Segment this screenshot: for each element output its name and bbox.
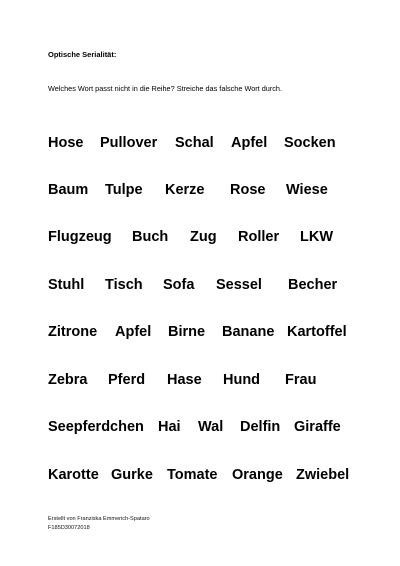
- word[interactable]: Sessel: [216, 277, 262, 293]
- word[interactable]: Gurke: [111, 467, 153, 483]
- word[interactable]: Becher: [288, 277, 338, 293]
- word-row: [48, 419, 368, 439]
- word-row: [48, 182, 368, 202]
- word[interactable]: Apfel: [231, 135, 268, 151]
- word[interactable]: Banane: [222, 324, 275, 340]
- footer-code: F185D30072018: [48, 525, 90, 531]
- word[interactable]: Delfin: [240, 419, 281, 435]
- word[interactable]: Hase: [167, 372, 202, 388]
- word[interactable]: Sofa: [163, 277, 195, 293]
- word[interactable]: Frau: [285, 372, 317, 388]
- word[interactable]: Schal: [175, 135, 214, 151]
- word[interactable]: Flugzeug: [48, 229, 112, 245]
- word[interactable]: Pullover: [100, 135, 158, 151]
- worksheet-title: Optische Serialität:: [48, 50, 117, 59]
- footer-author: Erstellt von Franziska Emmerich-Spataro: [48, 516, 150, 522]
- word-row: [48, 277, 368, 297]
- word-row: [48, 467, 368, 487]
- word[interactable]: Rose: [230, 182, 266, 198]
- word[interactable]: Hund: [223, 372, 261, 388]
- word[interactable]: Zitrone: [48, 324, 98, 340]
- word[interactable]: Tisch: [105, 277, 143, 293]
- word[interactable]: Seepferdchen: [48, 419, 144, 435]
- word[interactable]: Giraffe: [294, 419, 341, 435]
- word[interactable]: Hai: [158, 419, 181, 435]
- word[interactable]: Orange: [232, 467, 283, 483]
- word[interactable]: LKW: [300, 229, 334, 245]
- word[interactable]: Apfel: [115, 324, 152, 340]
- word[interactable]: Socken: [284, 135, 336, 151]
- word-row: [48, 324, 368, 344]
- word[interactable]: Pferd: [108, 372, 146, 388]
- word-row: [48, 229, 368, 249]
- worksheet-instruction: Welches Wort passt nicht in die Reihe? Streiche das falsche Wort durch.: [48, 84, 283, 93]
- word[interactable]: Tulpe: [105, 182, 143, 198]
- word[interactable]: Wiese: [286, 182, 328, 198]
- word[interactable]: Buch: [132, 229, 169, 245]
- word[interactable]: Tomate: [167, 467, 218, 483]
- word[interactable]: Karotte: [48, 467, 99, 483]
- word[interactable]: Kartoffel: [287, 324, 347, 340]
- word[interactable]: Wal: [198, 419, 224, 435]
- word-row: [48, 372, 368, 392]
- word[interactable]: Birne: [168, 324, 206, 340]
- word[interactable]: Zebra: [48, 372, 88, 388]
- word[interactable]: Baum: [48, 182, 89, 198]
- word[interactable]: Hose: [48, 135, 84, 151]
- word-row: [48, 135, 368, 155]
- word[interactable]: Zwiebel: [296, 467, 350, 483]
- word[interactable]: Stuhl: [48, 277, 85, 293]
- word[interactable]: Kerze: [165, 182, 205, 198]
- word[interactable]: Zug: [190, 229, 217, 245]
- word[interactable]: Roller: [238, 229, 280, 245]
